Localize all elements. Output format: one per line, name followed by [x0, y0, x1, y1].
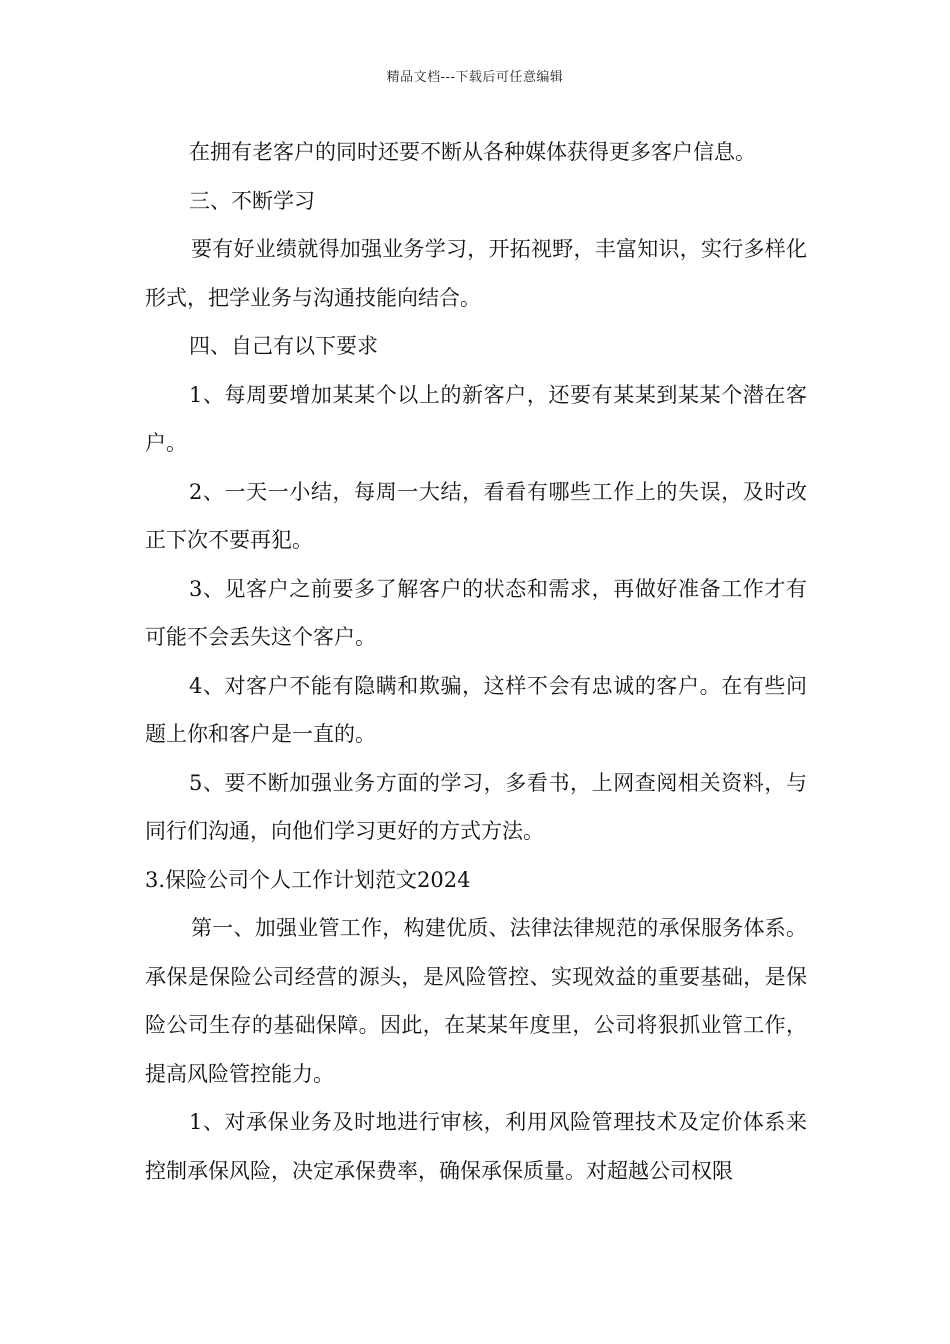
section-heading: 三、不断学习: [189, 188, 315, 213]
section-heading: 四、自己有以下要求: [189, 334, 378, 358]
list-item: 1、每周要增加某某个以上的新客户，还要有某某到某某个潜在客户。: [145, 382, 807, 455]
list-item: 3、见客户之前要多了解客户的状态和需求，再做好准备工作才有可能不会丢失这个客户。: [145, 576, 807, 649]
paragraph: 第一、加强业管工作，构建优质、法律法律规范的承保服务体系。承保是保险公司经营的源头，是风险管控、实现效益的重要基础，是保险公司生存的基础保障。因此，在某某年度里，公司将狠抓业管工作，提高风险管控能力。: [145, 916, 807, 1086]
paragraph: 要有好业绩就得加强业务学习，开拓视野，丰富知识，实行多样化形式，把学业务与沟通技能向结合。: [145, 237, 807, 310]
list-item: 5、要不断加强业务方面的学习，多看书，上网查阅相关资料，与同行们沟通，向他们学习更好的方式方法。: [145, 770, 807, 843]
document-title: 3.保险公司个人工作计划范文2024: [145, 867, 471, 892]
list-item: 4、对客户不能有隐瞒和欺骗，这样不会有忠诚的客户。在有些问题上你和客户是一直的。: [145, 673, 807, 746]
list-item: 1、对承保业务及时地进行审核，利用风险管理技术及定价体系来控制承保风险，决定承保费率，确保承保质量。对超越公司权限: [145, 1110, 807, 1183]
page-header: 精品文档---下载后可任意编辑: [386, 70, 564, 85]
document-body: [145, 128, 807, 1195]
list-item: 2、一天一小结，每周一大结，看看有哪些工作上的失误，及时改正下次不要再犯。: [145, 479, 807, 552]
paragraph: 在拥有老客户的同时还要不断从各种媒体获得更多客户信息。: [189, 140, 756, 164]
